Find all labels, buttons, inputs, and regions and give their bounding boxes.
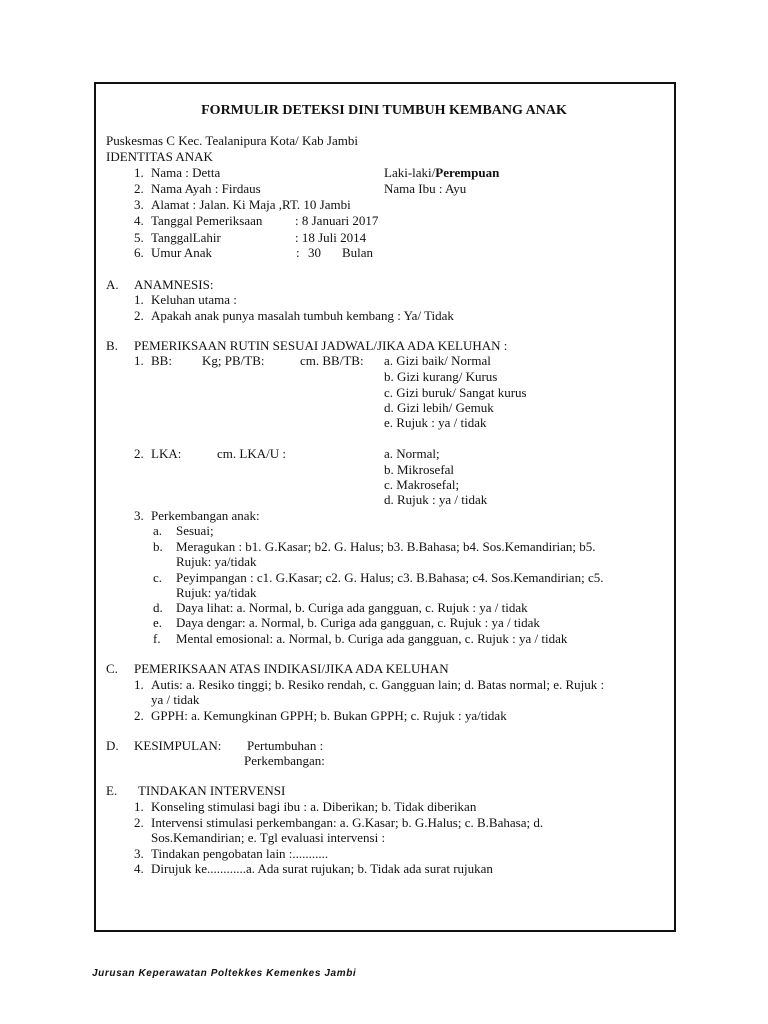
gizi-option: b. Gizi kurang/ Kurus [384, 369, 498, 384]
autis-item-cont: ya / tidak [151, 692, 200, 707]
list-number: 4. [134, 861, 144, 876]
list-number: 1. [134, 677, 144, 692]
lka-option: c. Makrosefal; [384, 477, 460, 492]
gizi-option: e. Rujuk : ya / tidak [384, 415, 487, 430]
lka-cm-label: cm. LKA/U : [217, 446, 286, 461]
gizi-option: a. Gizi baik/ Normal [384, 353, 491, 368]
konseling-item: Konseling stimulasi bagi ibu : a. Diberikan; b. Tidak diberikan [151, 799, 477, 814]
perkembangan-anak-label: Perkembangan anak: [151, 508, 260, 523]
perkembangan-item-cont: Rujuk: ya/tidak [176, 585, 257, 600]
nama-ayah-field: Nama Ayah : Firdaus [151, 181, 261, 196]
pertumbuhan-label: Pertumbuhan : [247, 738, 324, 753]
tanggal-pemeriksaan-label: Tanggal Pemeriksaan [151, 213, 263, 228]
list-number: 2. [134, 708, 144, 723]
masalah-tumbuh-kembang: Apakah anak punya masalah tumbuh kembang : Ya/ Tidak [151, 308, 454, 323]
list-number: 5. [134, 230, 144, 245]
perkembangan-item: Meragukan : b1. G.Kasar; b2. G. Halus; b3. B.Bahasa; b4. Sos.Kemandirian; b5. [176, 539, 596, 554]
gizi-option: d. Gizi lebih/ Gemuk [384, 400, 494, 415]
lka-option: d. Rujuk : ya / tidak [384, 492, 488, 507]
kesimpulan-heading: KESIMPULAN: [134, 738, 222, 753]
keluhan-utama: Keluhan utama : [151, 292, 237, 307]
list-number: 2. [134, 815, 144, 830]
tanggal-lahir-value: : 18 Juli 2014 [295, 230, 367, 245]
lka-option: b. Mikrosefal [384, 462, 455, 477]
list-marker: f. [153, 631, 161, 646]
list-number: 1. [134, 292, 144, 307]
pemeriksaan-indikasi-heading: PEMERIKSAAN ATAS INDIKASI/JIKA ADA KELUHAN [134, 661, 449, 676]
list-number: 1. [134, 165, 144, 180]
umur-label: Umur Anak [151, 245, 213, 260]
daya-lihat-item: Daya lihat: a. Normal, b. Curiga ada gangguan, c. Rujuk : ya / tidak [176, 600, 528, 615]
list-number: 2. [134, 446, 144, 461]
list-number: 1. [134, 353, 144, 368]
list-marker: e. [153, 615, 163, 630]
tanggal-lahir-label: TanggalLahir [151, 230, 221, 245]
dirujuk-item: Dirujuk ke............a. Ada surat rujukan; b. Tidak ada surat rujukan [151, 861, 493, 876]
kg-pbtb-label: Kg; PB/TB: [202, 353, 265, 368]
list-marker: c. [153, 570, 163, 585]
form-title: FORMULIR DETEKSI DINI TUMBUH KEMBANG ANAK [201, 103, 567, 118]
cm-bbtb-label: cm. BB/TB: [300, 353, 364, 368]
puskesmas-line: Puskesmas C Kec. Tealanipura Kota/ Kab Jambi [106, 133, 358, 148]
umur-colon: : [296, 245, 300, 260]
anamnesis-heading: ANAMNESIS: [134, 277, 214, 292]
umur-unit: Bulan [342, 245, 374, 260]
perkembangan-label: Perkembangan: [244, 753, 325, 768]
list-number: 3. [134, 508, 144, 523]
list-marker: d. [153, 600, 163, 615]
perkembangan-item: Sesuai; [176, 523, 214, 538]
list-number: 2. [134, 181, 144, 196]
gender-field [384, 165, 499, 180]
list-number: 3. [134, 197, 144, 212]
section-letter: D. [106, 738, 119, 753]
list-number: 2. [134, 308, 144, 323]
mental-emosional-item: Mental emosional: a. Normal, b. Curiga ada gangguan, c. Rujuk : ya / tidak [176, 631, 568, 646]
daya-dengar-item: Daya dengar: a. Normal, b. Curiga ada gangguan, c. Rujuk : ya / tidak [176, 615, 540, 630]
autis-item: Autis: a. Resiko tinggi; b. Resiko rendah, c. Gangguan lain; d. Batas normal; e. Rujuk : [151, 677, 605, 692]
pengobatan-item: Tindakan pengobatan lain :........... [151, 846, 329, 861]
gender-plain: Laki-laki/ [384, 165, 436, 180]
gender-selected: Perempuan [435, 165, 500, 180]
gizi-option: c. Gizi buruk/ Sangat kurus [384, 385, 527, 400]
section-letter: A. [106, 277, 119, 292]
lka-option: a. Normal; [384, 446, 440, 461]
lka-label: LKA: [151, 446, 182, 461]
identitas-heading: IDENTITAS ANAK [106, 149, 213, 164]
page-footer: Jurusan Keperawatan Poltekkes Kemenkes Jambi [92, 968, 357, 979]
list-number: 1. [134, 799, 144, 814]
intervensi-item: Intervensi stimulasi perkembangan: a. G.Kasar; b. G.Halus; c. B.Bahasa; d. [151, 815, 544, 830]
list-number: 4. [134, 213, 144, 228]
perkembangan-item-cont: Rujuk: ya/tidak [176, 554, 257, 569]
section-letter: E. [106, 783, 118, 798]
nama-field: Nama : Detta [151, 165, 221, 180]
alamat-field: Alamat : Jalan. Ki Maja ,RT. 10 Jambi [151, 197, 351, 212]
list-number: 6. [134, 245, 144, 260]
section-letter: C. [106, 661, 118, 676]
section-letter: B. [106, 338, 118, 353]
list-marker: a. [153, 523, 163, 538]
nama-ibu-field: Nama Ibu : Ayu [384, 181, 467, 196]
intervensi-item-cont: Sos.Kemandirian; e. Tgl evaluasi intervensi : [151, 830, 386, 845]
pemeriksaan-rutin-heading: PEMERIKSAAN RUTIN SESUAI JADWAL/JIKA ADA KELUHAN : [134, 338, 508, 353]
umur-value: 30 [308, 245, 321, 260]
gpph-item: GPPH: a. Kemungkinan GPPH; b. Bukan GPPH; c. Rujuk : ya/tidak [151, 708, 507, 723]
bb-label: BB: [151, 353, 172, 368]
list-number: 3. [134, 846, 144, 861]
perkembangan-item: Peyimpangan : c1. G.Kasar; c2. G. Halus; c3. B.Bahasa; c4. Sos.Kemandirian; c5. [176, 570, 604, 585]
tanggal-pemeriksaan-value: : 8 Januari 2017 [295, 213, 379, 228]
list-marker: b. [153, 539, 163, 554]
tindakan-heading: TINDAKAN INTERVENSI [138, 783, 286, 798]
